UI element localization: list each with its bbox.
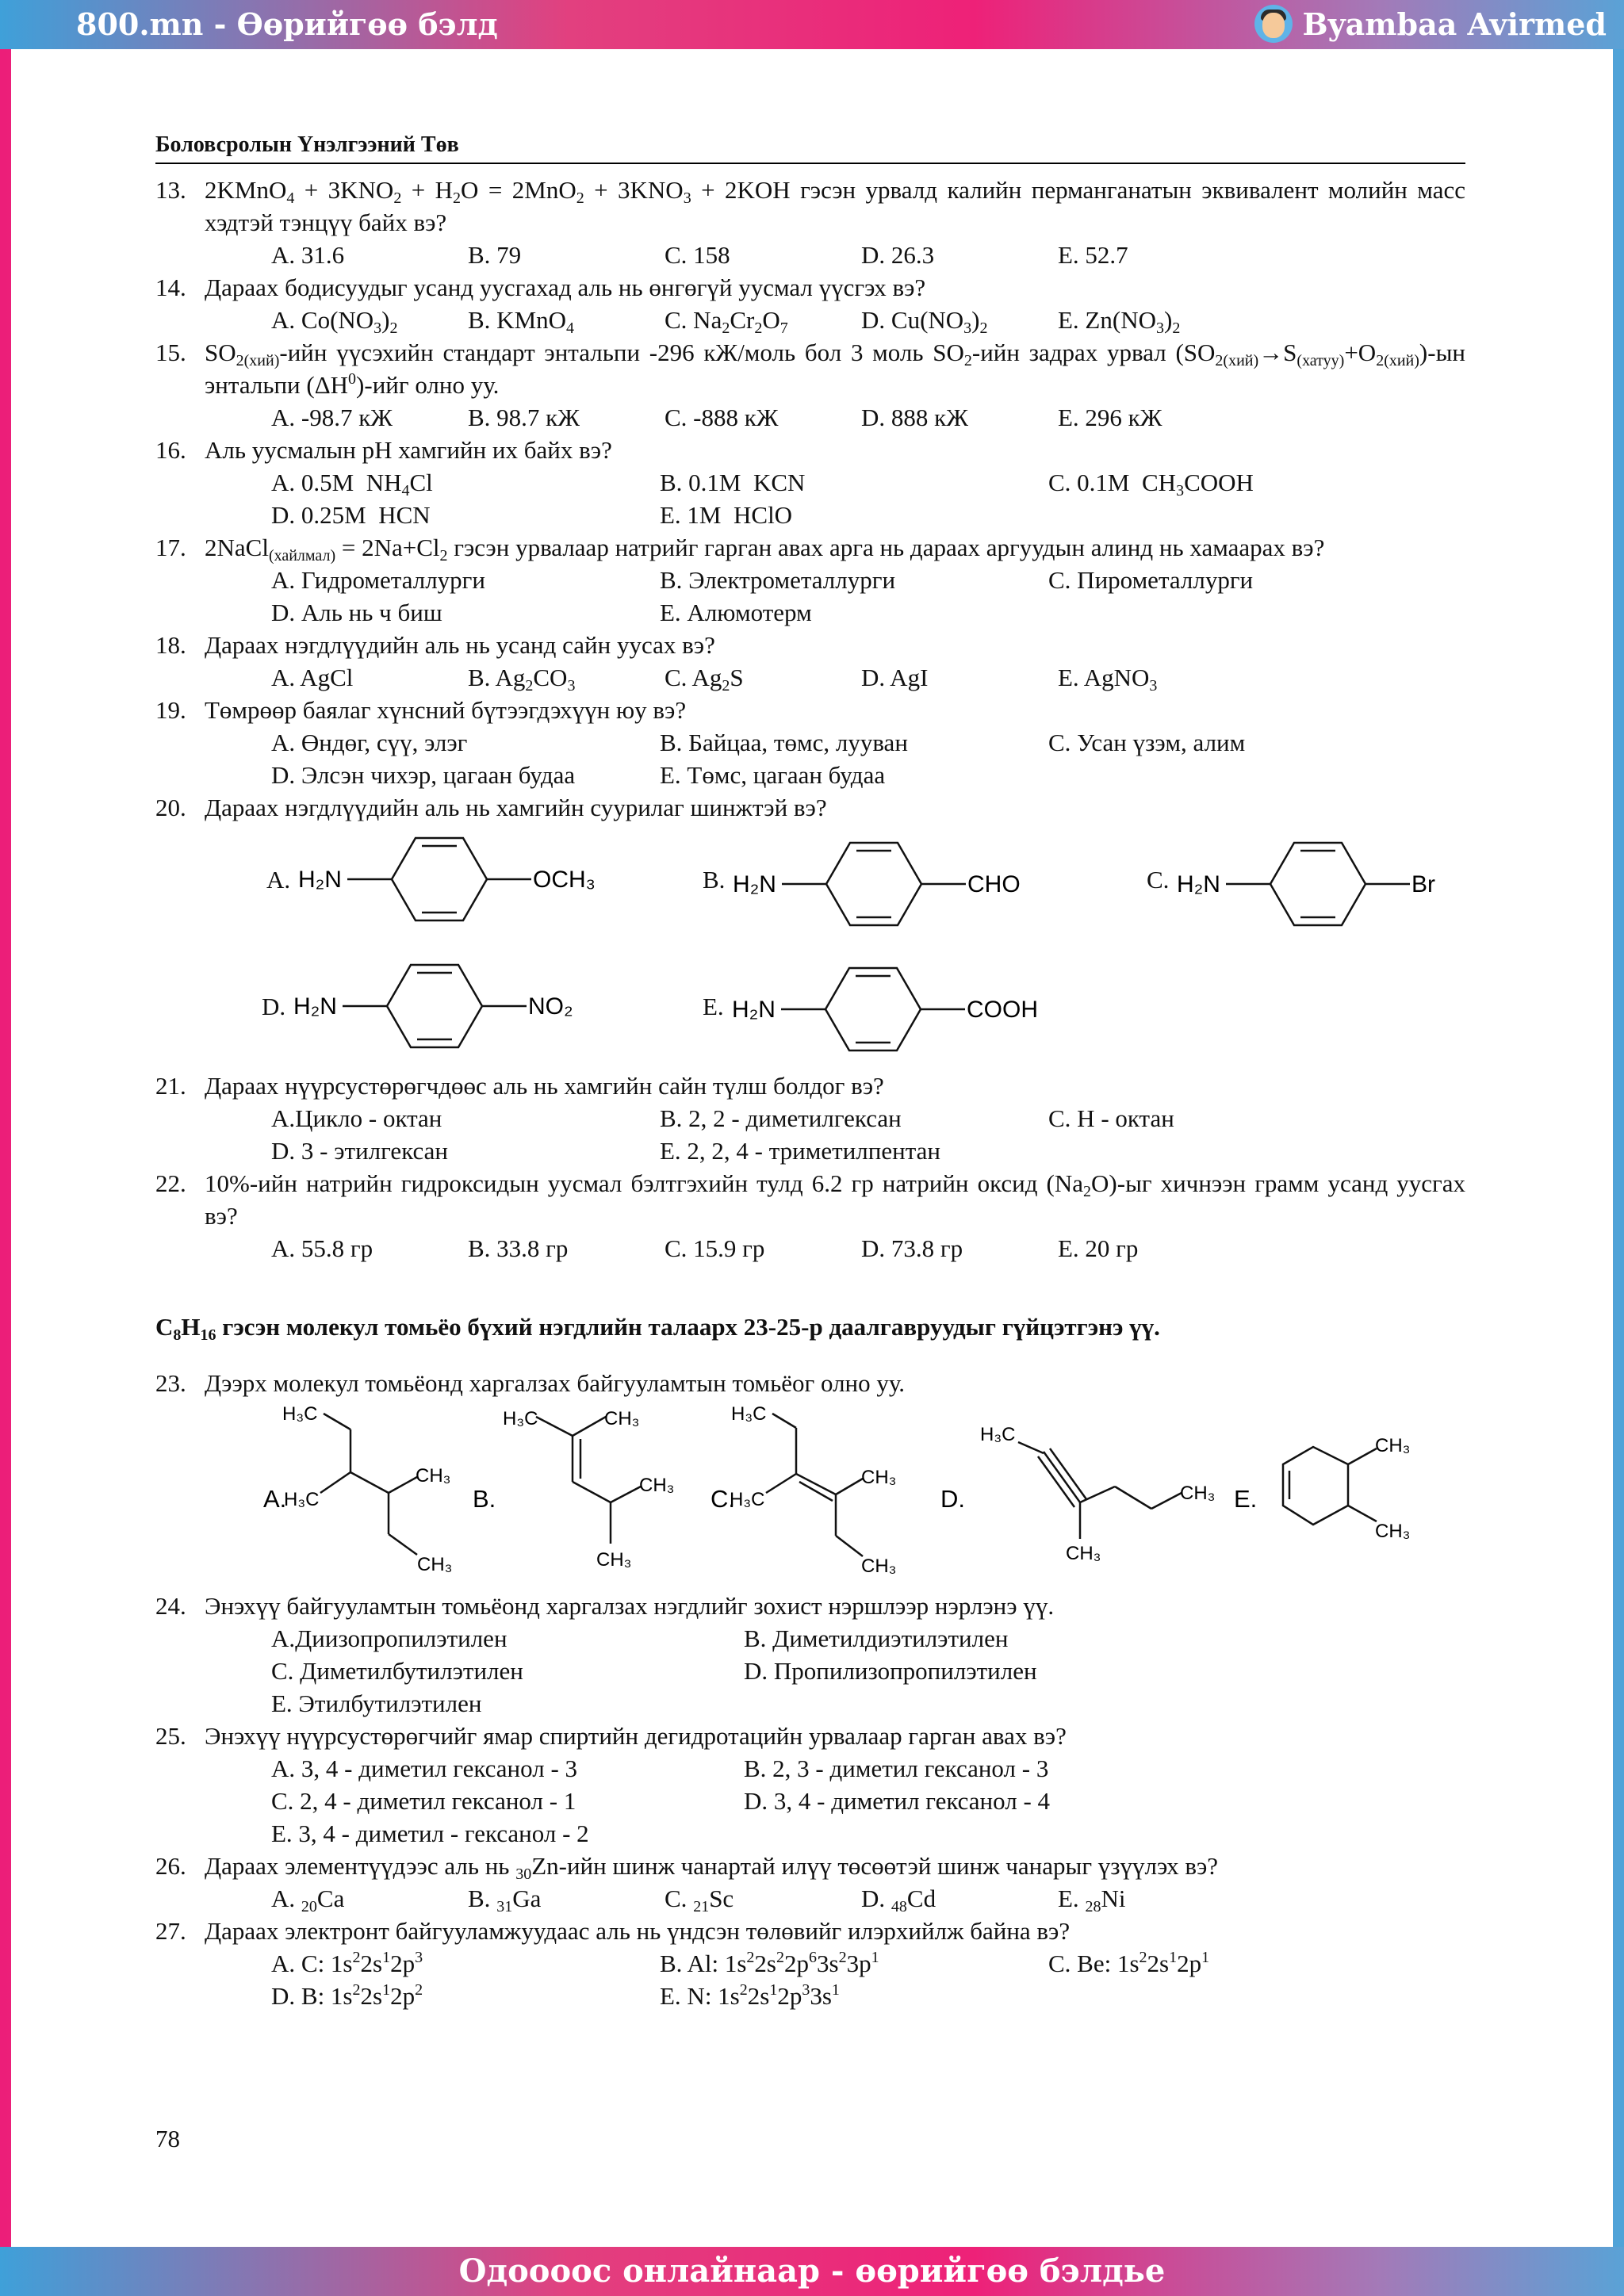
option-e[interactable]: E. 52.7 xyxy=(1058,241,1128,269)
option-e[interactable]: E. 20 гр xyxy=(1058,1234,1139,1262)
section-heading: $C_8H_{16}$ гэсэн молекул томьёо бүхий нэгдлийн талаарх 23-25-р даалгавруудыг гүйцэтгэнэ үү. xyxy=(155,1313,1160,1344)
question-26-text: Дараах элементүүдээс аль нь $_{30}$Zn-ийн шинж чанартай илүү төсөөтэй шинж чанарыг үзүүлэх вэ? xyxy=(205,1852,1219,1883)
option-d[interactable]: D. $_{48}$Cd xyxy=(861,1885,936,1915)
structure-b[interactable]: B. H₂N CHO xyxy=(703,824,1074,935)
question-15-text: $SO_{2(хий)}$-ийн үүсэхийн стандарт энтальпи -296 кЖ/моль бол 3 моль $SO_2$-ийн задрах урвал $(SO_{2(хий)}\to S_{(хатуу)}+O_{2(хий)})-ын$ энтальпи $(\Delta H^0)$-ийг олно уу. xyxy=(205,339,1465,399)
question-22: 22. 10%-ийн натрийн гидроксидын уусмал бэлтгэхийн тулд 6.2 гр натрийн оксид $(Na_2O)-ыг$ хичнээн грамм усанд уусгах вэ? xyxy=(155,1167,1465,1232)
option-e[interactable]: E. 296 кЖ xyxy=(1058,404,1162,431)
option-c[interactable]: C. $_{21}$Sc xyxy=(665,1885,734,1915)
option-a[interactable]: A. Гидрометаллурги xyxy=(271,566,485,594)
option-d[interactable]: D. 3 - этилгексан xyxy=(271,1137,448,1165)
question-21: 21. Дараах нүүрсустөрөгчдөөс аль нь хамгийн сайн түлш болдог вэ? xyxy=(155,1072,884,1100)
question-27: 27. Дараах электронт байгууламжуудаас аль нь үндсэн төлөвийг илэрхийлж байна вэ? xyxy=(155,1917,1071,1945)
q20-structures-row-1 xyxy=(155,824,1465,951)
question-19-options-1 xyxy=(155,726,1465,759)
option-a[interactable]: A.Цикло - октан xyxy=(271,1104,442,1132)
option-a[interactable]: A. 0.5M $NH_4Cl$ xyxy=(271,469,433,499)
aniline-nitro-structure xyxy=(293,951,611,1062)
question-15-options xyxy=(155,401,1465,434)
question-24-options-1 xyxy=(155,1622,1465,1655)
label-c: C. xyxy=(710,1485,735,1513)
option-a[interactable]: A. $_{20}$Ca xyxy=(271,1885,345,1915)
page-content xyxy=(155,128,1465,2012)
option-b[interactable]: B. 0.1M KCN xyxy=(660,469,806,496)
svg-text:CH₃: CH₃ xyxy=(416,1465,451,1487)
structure-d xyxy=(1018,1442,1182,1539)
option-c[interactable]: C. 15.9 гр xyxy=(665,1234,765,1262)
bottom-banner[interactable]: Одоооос онлайнаар - өөрийгөө бэлдье xyxy=(0,2247,1624,2296)
structure-a[interactable]: A. H₂N OCH₃ xyxy=(266,824,639,935)
question-21-options-1 xyxy=(155,1102,1465,1135)
option-d[interactable]: D. 26.3 xyxy=(861,241,935,269)
question-24-options-2 xyxy=(155,1655,1465,1687)
option-c[interactable]: C. Усан үзэм, алим xyxy=(1048,729,1246,756)
option-e[interactable]: E. Алюмотерм xyxy=(660,599,812,626)
svg-text:CH₃: CH₃ xyxy=(861,1467,897,1488)
option-d[interactable]: D. B: $1s^22s^12p^2$ xyxy=(271,1981,423,2010)
question-25: 25. Энэхүү нүүрсустөрөгчийг ямар спиртийн дегидротацийн урвалаар гарган авах вэ? xyxy=(155,1722,1067,1750)
option-e[interactable]: E. 3, 4 - диметил - гексанол - 2 xyxy=(271,1820,589,1847)
option-c[interactable]: C. Диметилбутилэтилен xyxy=(271,1657,523,1685)
option-c[interactable]: C. Be: $1s^22s^12p^1$ xyxy=(1048,1949,1210,1977)
question-20: 20. Дараах нэгдлүүдийн аль нь хамгийн суурилаг шинжтэй вэ? xyxy=(155,794,827,821)
option-d[interactable]: D. Элсэн чихэр, цагаан будаа xyxy=(271,761,576,789)
question-14-options xyxy=(155,304,1465,336)
q23-structures xyxy=(155,1399,1465,1590)
structure-a xyxy=(320,1414,417,1555)
option-b[interactable]: B. 2, 3 - диметил гексанол - 3 xyxy=(744,1755,1049,1782)
structure-d[interactable]: D. H₂N NO₂ xyxy=(262,951,611,1062)
label-a: A. xyxy=(263,1485,287,1513)
option-a[interactable]: A.Диизопропилэтилен xyxy=(271,1624,508,1652)
svg-text:CH₃: CH₃ xyxy=(861,1556,897,1577)
user-info[interactable] xyxy=(1254,5,1607,43)
option-d[interactable]: D. 0.25M HCN xyxy=(271,501,431,529)
option-a[interactable]: A. 3, 4 - диметил гексанол - 3 xyxy=(271,1755,578,1782)
aniline-methoxy-structure xyxy=(298,824,639,935)
svg-text:CH₃: CH₃ xyxy=(639,1475,675,1496)
question-23: 23. Дээрх молекул томьёонд харгалзах байгууламтын томьёог олно уу. xyxy=(155,1369,906,1397)
option-d[interactable]: D. $Cu(NO_3)_2$ xyxy=(861,306,988,337)
question-26-options xyxy=(155,1882,1465,1915)
question-13: 13. 2KMnO$_4$ + $3KNO_2 + H_2O = 2MnO_2 + 3KNO_3 + 2KOH$ гэсэн урвалд калийн перманганатын эквивалент молийн масс хэдтэй тэнцүү байх вэ? xyxy=(155,174,1465,239)
option-e[interactable]: E. N: $1s^22s^12p^33s^1$ xyxy=(660,1981,840,2010)
option-e[interactable]: E. Төмс, цагаан будаа xyxy=(660,761,886,789)
svg-text:H₃C: H₃C xyxy=(503,1408,538,1429)
svg-text:CHO: CHO xyxy=(967,871,1021,897)
option-c[interactable]: C. $Na_2Cr_2O_7$ xyxy=(665,306,788,337)
svg-text:H₂N: H₂N xyxy=(731,997,776,1023)
option-c[interactable]: C. 0.1M $CH_3COOH$ xyxy=(1048,469,1254,499)
user-avatar-icon[interactable] xyxy=(1254,5,1293,43)
option-b[interactable]: B. $Ag_2CO_3$ xyxy=(468,664,576,695)
option-e[interactable]: E. $_{28}$Ni xyxy=(1058,1885,1126,1915)
label-d: D. xyxy=(940,1485,965,1513)
structure-c xyxy=(766,1414,863,1556)
option-b[interactable]: B. KMnO$_4$ xyxy=(468,306,575,337)
option-a[interactable]: A. AgCl xyxy=(271,664,354,691)
question-27-options-1 xyxy=(155,1947,1465,1980)
svg-text:CH₃: CH₃ xyxy=(596,1549,632,1571)
question-22-text: 10%-ийн натрийн гидроксидын уусмал бэлтгэхийн тулд 6.2 гр натрийн оксид $(Na_2O)-ыг$ хичнээн грамм усанд уусгах вэ? xyxy=(205,1169,1466,1230)
question-24-options-3 xyxy=(155,1687,1465,1720)
option-c[interactable]: C. -888 кЖ xyxy=(665,404,779,431)
question-17: 17. 2NaCl$_{(хайлмал)}$ = $2Na+Cl_2$ гэсэн урвалаар натрийг гарган авах арга нь дараах аргуудын алинд нь хамаарах вэ? xyxy=(155,531,1465,564)
question-26: 26. Дараах элементүүдээс аль нь $_{30}$Zn-ийн шинж чанартай илүү төсөөтэй шинж чанарыг үзүүлэх вэ? xyxy=(155,1850,1465,1882)
option-c[interactable]: C. 2, 4 - диметил гексанол - 1 xyxy=(271,1787,576,1815)
structure-c[interactable]: C. H₂N Br xyxy=(1147,824,1462,935)
option-a[interactable]: A. -98.7 кЖ xyxy=(271,404,393,431)
option-b[interactable]: B. Электрометаллурги xyxy=(660,566,896,594)
svg-text:COOH: COOH xyxy=(966,997,1038,1023)
site-title[interactable]: 800.mn - Өөрийгөө бэлд xyxy=(76,6,498,42)
structure-e[interactable]: E. H₂N COOH xyxy=(703,951,1097,1062)
q20-structures-row-2 xyxy=(155,951,1465,1070)
option-b[interactable]: B. 79 xyxy=(468,241,522,269)
option-e[interactable]: E. Этилбутилэтилен xyxy=(271,1689,482,1717)
question-22-options xyxy=(155,1232,1465,1265)
question-18-options xyxy=(155,661,1465,694)
question-14: 14. Дараах бодисуудыг усанд уусгахад аль нь өнгөгүй уусмал үүсгэх вэ? xyxy=(155,274,926,301)
option-b[interactable]: B. $_{31}$Ga xyxy=(468,1885,542,1915)
option-b[interactable]: B. Диметилдиэтилэтилен xyxy=(744,1624,1009,1652)
question-19-options-2 xyxy=(155,759,1465,791)
question-19: 19. Төмрөөр баялаг хүнсний бүтээгдэхүүн юу вэ? xyxy=(155,696,687,724)
question-18: 18. Дараах нэгдлүүдийн аль нь усанд сайн уусах вэ? xyxy=(155,631,715,659)
question-13-options xyxy=(155,239,1465,271)
svg-text:H₂N: H₂N xyxy=(293,993,338,1020)
option-b[interactable]: B. Al: $1s^22s^22p^63s^23p^1$ xyxy=(660,1949,879,1977)
option-a[interactable]: A. $Co(NO_3)_2$ xyxy=(271,306,398,337)
top-banner xyxy=(0,0,1624,49)
question-21-options-2 xyxy=(155,1135,1465,1167)
option-c[interactable]: C. Пирометаллурги xyxy=(1048,566,1254,594)
question-25-options-2 xyxy=(155,1785,1465,1817)
svg-text:CH₃: CH₃ xyxy=(1180,1483,1216,1504)
option-d[interactable]: D. 73.8 гр xyxy=(861,1234,963,1262)
question-16: 16. Аль уусмалын pH хамгийн их байх вэ? xyxy=(155,436,612,464)
label-b: B. xyxy=(473,1485,496,1513)
option-c[interactable]: C. 158 xyxy=(665,241,730,269)
svg-text:CH₃: CH₃ xyxy=(1066,1543,1101,1564)
option-b[interactable]: B. 2, 2 - диметилгексан xyxy=(660,1104,902,1132)
svg-text:H₃C: H₃C xyxy=(730,1489,765,1510)
option-d[interactable]: D. AgI xyxy=(861,664,929,691)
option-e[interactable]: E. AgNO$_3$ xyxy=(1058,664,1158,695)
option-d[interactable]: D. 888 кЖ xyxy=(861,404,968,431)
question-17-options-1 xyxy=(155,564,1465,596)
svg-text:CH₃: CH₃ xyxy=(417,1554,453,1575)
option-d[interactable]: D. Аль нь ч биш xyxy=(271,599,442,626)
document-page xyxy=(11,49,1613,2247)
option-d[interactable]: D. Пропилизопропилэтилен xyxy=(744,1657,1037,1685)
svg-text:H₂N: H₂N xyxy=(1177,871,1221,897)
structure-b xyxy=(536,1417,641,1544)
svg-text:H₃C: H₃C xyxy=(980,1424,1016,1445)
question-17-text: 2NaCl$_{(хайлмал)}$ = $2Na+Cl_2$ гэсэн урвалаар натрийг гарган авах арга нь дараах аргуудын алинд нь хамаарах вэ? xyxy=(205,534,1325,564)
question-13-text: 2KMnO$_4$ + $3KNO_2 + H_2O = 2MnO_2 + 3KNO_3 + 2KOH$ гэсэн урвалд калийн перманганатын эквивалент молийн масс хэдтэй тэнцүү байх вэ? xyxy=(205,176,1465,236)
svg-text:NO₂: NO₂ xyxy=(528,993,573,1020)
label-e: E. xyxy=(1234,1485,1258,1513)
svg-text:CH₃: CH₃ xyxy=(604,1408,640,1429)
q23-structure-drawings[interactable] xyxy=(155,1399,1465,1590)
question-25-options-3 xyxy=(155,1817,1465,1850)
question-16-options-2 xyxy=(155,499,1465,531)
aniline-carboxy-structure xyxy=(732,951,1097,1062)
option-c[interactable]: C. Н - октан xyxy=(1048,1104,1174,1132)
aniline-aldehyde-structure xyxy=(733,824,1074,935)
option-c[interactable]: C. $Ag_2S$ xyxy=(665,664,744,695)
svg-text:Br: Br xyxy=(1411,871,1436,897)
svg-text:H₃C: H₃C xyxy=(731,1403,767,1425)
option-a[interactable]: A. 31.6 xyxy=(271,241,345,269)
svg-text:H₂N: H₂N xyxy=(298,867,343,893)
svg-text:H₃C: H₃C xyxy=(282,1403,318,1425)
option-e[interactable]: E. $Zn(NO_3)_2$ xyxy=(1058,306,1181,337)
option-a[interactable]: A. 55.8 гр xyxy=(271,1234,373,1262)
question-24: 24. Энэхүү байгууламтын томьёонд харгалзах нэгдлийг зохист нэршлээр нэрлэнэ үү. xyxy=(155,1592,1055,1620)
question-17-options-2 xyxy=(155,596,1465,629)
option-b[interactable]: B. 33.8 гр xyxy=(468,1234,569,1262)
aniline-bromo-structure xyxy=(1177,824,1462,935)
option-a[interactable]: A. C: $1s^22s^12p^3$ xyxy=(271,1949,423,1977)
question-27-options-2 xyxy=(155,1980,1465,2012)
page-number: 78 xyxy=(155,2125,180,2152)
svg-text:CH₃: CH₃ xyxy=(1375,1521,1411,1542)
svg-text:CH₃: CH₃ xyxy=(1375,1435,1411,1456)
svg-text:H₃C: H₃C xyxy=(284,1489,320,1510)
svg-text:OCH₃: OCH₃ xyxy=(533,867,596,893)
option-b[interactable]: B. 98.7 кЖ xyxy=(468,404,580,431)
option-e[interactable]: E. 1M HClO xyxy=(660,501,793,529)
user-name[interactable]: Byambaa Avirmed xyxy=(1302,6,1607,42)
question-15: 15. $SO_{2(хий)}$-ийн үүсэхийн стандарт энтальпи -296 кЖ/моль бол 3 моль $SO_2$-ийн задрах урвал $(SO_{2(хий)}\to S_{(хатуу)}+O_{2(хий)})-ын$ энтальпи $(\Delta H^0)$-ийг олно уу. xyxy=(155,336,1465,401)
structure-e xyxy=(1283,1447,1377,1525)
question-16-options-1 xyxy=(155,466,1465,499)
page-header: Боловсролын Үнэлгээний Төв xyxy=(155,128,1465,164)
svg-text:H₂N: H₂N xyxy=(733,871,777,897)
option-b[interactable]: B. Байцаа, төмс, лууван xyxy=(660,729,908,756)
option-a[interactable]: A. Өндөг, сүү, элэг xyxy=(271,729,468,756)
option-e[interactable]: E. 2, 2, 4 - триметилпентан xyxy=(660,1137,940,1165)
option-d[interactable]: D. 3, 4 - диметил гексанол - 4 xyxy=(744,1787,1051,1815)
question-25-options-1 xyxy=(155,1752,1465,1785)
